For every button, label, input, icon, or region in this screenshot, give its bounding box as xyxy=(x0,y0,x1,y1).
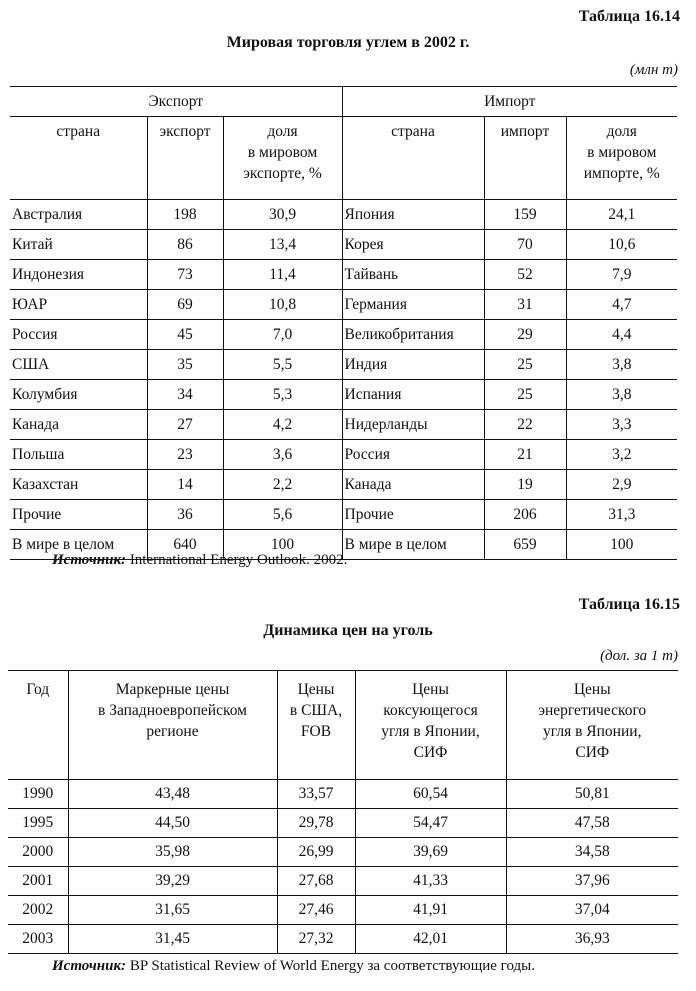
export-country-cell: Колумбия xyxy=(10,380,147,410)
import-country-cell: Прочие xyxy=(342,500,484,530)
japan-steam-price-cell: 36,93 xyxy=(506,925,678,954)
export-country-header: страна xyxy=(10,117,147,200)
export-share-cell: 3,6 xyxy=(223,440,342,470)
import-share-cell: 4,7 xyxy=(566,290,677,320)
japan-coking-price-cell: 54,47 xyxy=(355,809,506,838)
coal-trade-body xyxy=(10,200,677,560)
table-row xyxy=(10,200,677,230)
table-row xyxy=(8,896,678,925)
west-europe-marker-header: Маркерные цены в Западноевропейском регионе xyxy=(68,671,277,780)
export-share-cell: 13,4 xyxy=(223,230,342,260)
export-share-cell: 30,9 xyxy=(223,200,342,230)
export-volume-cell: 36 xyxy=(147,500,223,530)
import-share-cell: 3,3 xyxy=(566,410,677,440)
export-volume-cell: 73 xyxy=(147,260,223,290)
japan-coking-price-cell: 41,91 xyxy=(355,896,506,925)
table2-source-label: Источник: xyxy=(52,958,127,974)
export-volume-cell: 35 xyxy=(147,350,223,380)
import-volume-header: импорт xyxy=(484,117,566,200)
table1-source-label: Источник: xyxy=(52,552,127,568)
year-cell: 2003 xyxy=(22,930,54,947)
table-row xyxy=(10,440,677,470)
table-row xyxy=(10,500,677,530)
import-volume-cell: 19 xyxy=(484,470,566,500)
import-share-cell: 7,9 xyxy=(566,260,677,290)
export-share-cell: 10,8 xyxy=(223,290,342,320)
export-volume-cell: 27 xyxy=(147,410,223,440)
import-share-cell: 31,3 xyxy=(566,500,677,530)
import-share-cell: 3,8 xyxy=(566,350,677,380)
usa-fob-header: Цены в США, FOB xyxy=(277,671,355,780)
export-country-cell: Казахстан xyxy=(10,470,147,500)
export-share-cell: 4,2 xyxy=(223,410,342,440)
import-share-cell: 10,6 xyxy=(566,230,677,260)
import-share-cell: 3,2 xyxy=(566,440,677,470)
import-volume-cell: 22 xyxy=(484,410,566,440)
west-europe-price-cell: 31,65 xyxy=(68,896,277,925)
import-country-cell: Индия xyxy=(342,350,484,380)
export-volume-cell: 14 xyxy=(147,470,223,500)
export-share-cell: 5,5 xyxy=(223,350,342,380)
coal-price-header-row xyxy=(8,671,678,780)
export-country-cell: США xyxy=(10,350,147,380)
usa-price-cell: 26,99 xyxy=(277,838,355,867)
table1-source-text: International Energy Outlook. 2002. xyxy=(126,552,348,568)
usa-price-cell: 27,68 xyxy=(277,867,355,896)
japan-coking-cif-header: Цены коксующегося угля в Японии, СИФ xyxy=(355,671,506,780)
table2-unit: (дол. за 1 т) xyxy=(600,648,678,664)
japan-steam-price-cell: 37,96 xyxy=(506,867,678,896)
import-country-header: страна xyxy=(342,117,484,200)
import-volume-cell: 29 xyxy=(484,320,566,350)
import-country-cell: Германия xyxy=(342,290,484,320)
import-share-cell: 2,9 xyxy=(566,470,677,500)
import-country-cell: Тайвань xyxy=(342,260,484,290)
table-row xyxy=(8,838,678,867)
export-volume-cell: 86 xyxy=(147,230,223,260)
import-share-header: доля в мировом импорте, % xyxy=(566,117,677,200)
usa-price-cell: 33,57 xyxy=(277,780,355,809)
japan-steam-price-cell: 34,58 xyxy=(506,838,678,867)
export-volume-cell: 69 xyxy=(147,290,223,320)
year-header: Год xyxy=(8,671,68,780)
export-volume-cell: 34 xyxy=(147,380,223,410)
year-cell: 1990 xyxy=(8,780,68,809)
year-cell: 1995 xyxy=(8,809,68,838)
export-volume-cell: 45 xyxy=(147,320,223,350)
japan-coking-price-cell: 41,33 xyxy=(355,867,506,896)
japan-steam-cif-header: Цены энергетического угля в Японии, СИФ xyxy=(506,671,678,780)
export-country-cell: Китай xyxy=(10,230,147,260)
import-group-header: Импорт xyxy=(342,87,677,117)
export-country-cell: Австралия xyxy=(10,200,147,230)
table2-label: Таблица 16.15 xyxy=(578,596,680,613)
table1-source xyxy=(52,552,347,569)
import-volume-cell: 25 xyxy=(484,350,566,380)
coal-trade-table xyxy=(10,86,677,560)
import-share-cell: 24,1 xyxy=(566,200,677,230)
export-share-cell: 100 xyxy=(223,530,342,560)
japan-coking-price-cell: 39,69 xyxy=(355,838,506,867)
export-volume-cell: 198 xyxy=(147,200,223,230)
export-share-cell: 11,4 xyxy=(223,260,342,290)
export-country-cell: ЮАР xyxy=(10,290,147,320)
import-volume-cell: 52 xyxy=(484,260,566,290)
west-europe-price-cell: 43,48 xyxy=(68,780,277,809)
export-volume-cell: 23 xyxy=(147,440,223,470)
west-europe-price-cell: 39,29 xyxy=(68,867,277,896)
import-share-cell: 4,4 xyxy=(566,320,677,350)
japan-coking-price-cell: 60,54 xyxy=(355,780,506,809)
table1-title: Мировая торговля углем в 2002 г. xyxy=(226,34,470,51)
import-volume-cell: 159 xyxy=(484,200,566,230)
export-share-header: доля в мировом экспорте, % xyxy=(223,117,342,200)
import-volume-cell: 21 xyxy=(484,440,566,470)
japan-steam-price-cell: 37,04 xyxy=(506,896,678,925)
export-country-cell: Индонезия xyxy=(10,260,147,290)
export-share-cell: 5,3 xyxy=(223,380,342,410)
import-volume-cell: 25 xyxy=(484,380,566,410)
export-country-cell: Россия xyxy=(10,320,147,350)
import-share-cell: 100 xyxy=(566,530,677,560)
import-country-cell: Великобритания xyxy=(342,320,484,350)
export-volume-header: экспорт xyxy=(147,117,223,200)
table-row xyxy=(10,470,677,500)
import-share-cell: 3,8 xyxy=(566,380,677,410)
usa-price-cell: 27,32 xyxy=(277,925,355,954)
table1-label: Таблица 16.14 xyxy=(578,8,680,25)
import-country-cell: Россия xyxy=(342,440,484,470)
table2-title: Динамика цен на уголь xyxy=(263,622,433,639)
import-volume-cell: 31 xyxy=(484,290,566,320)
west-europe-price-cell: 31,45 xyxy=(68,925,277,954)
table-row xyxy=(8,925,678,954)
import-country-cell: В мире в целом xyxy=(342,530,484,560)
import-country-cell: Испания xyxy=(342,380,484,410)
export-country-cell: Канада xyxy=(10,410,147,440)
export-share-cell: 5,6 xyxy=(223,500,342,530)
table1-unit: (млн т) xyxy=(629,62,678,78)
table-row xyxy=(8,867,678,896)
export-country-cell: В мире в целом xyxy=(12,535,115,553)
table-row xyxy=(8,780,678,809)
export-share-cell: 2,2 xyxy=(223,470,342,500)
table2-source xyxy=(52,958,535,975)
import-country-cell: Нидерланды xyxy=(342,410,484,440)
year-cell: 2000 xyxy=(8,838,68,867)
export-group-header: Экспорт xyxy=(10,87,342,117)
import-country-cell: Корея xyxy=(342,230,484,260)
table-row xyxy=(10,230,677,260)
table2-source-text: BP Statistical Review of World Energy за соответствующие годы. xyxy=(126,958,535,974)
export-volume-cell: 640 xyxy=(147,530,223,560)
import-volume-cell: 206 xyxy=(484,500,566,530)
usa-price-cell: 27,46 xyxy=(277,896,355,925)
coal-price-table xyxy=(8,670,678,954)
table-row xyxy=(8,809,678,838)
year-cell: 2001 xyxy=(8,867,68,896)
coal-price-body xyxy=(8,780,678,954)
export-country-cell: Польша xyxy=(10,440,147,470)
west-europe-price-cell: 35,98 xyxy=(68,838,277,867)
table-row xyxy=(10,410,677,440)
table-row xyxy=(10,380,677,410)
export-share-cell: 7,0 xyxy=(223,320,342,350)
import-country-cell: Япония xyxy=(342,200,484,230)
import-country-cell: Канада xyxy=(342,470,484,500)
japan-coking-price-cell: 42,01 xyxy=(355,925,506,954)
japan-steam-price-cell: 50,81 xyxy=(506,780,678,809)
year-cell: 2002 xyxy=(8,896,68,925)
table-row xyxy=(10,350,677,380)
west-europe-price-cell: 44,50 xyxy=(68,809,277,838)
table-row xyxy=(10,320,677,350)
export-country-cell: Прочие xyxy=(10,500,147,530)
usa-price-cell: 29,78 xyxy=(277,809,355,838)
import-volume-cell: 70 xyxy=(484,230,566,260)
import-volume-cell: 659 xyxy=(484,530,566,560)
japan-steam-price-cell: 47,58 xyxy=(506,809,678,838)
table-row xyxy=(10,290,677,320)
table-row xyxy=(10,260,677,290)
